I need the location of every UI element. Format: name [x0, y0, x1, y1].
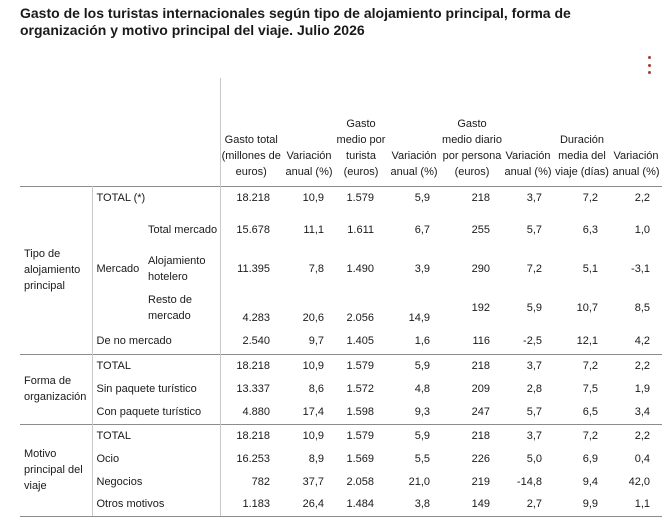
row-label: TOTAL: [92, 424, 220, 447]
cell: 16.253: [236, 452, 270, 465]
table-row: [20, 400, 662, 424]
cell: 1.579: [336, 186, 386, 210]
cell: 2,2: [610, 354, 662, 377]
table-row: [20, 493, 662, 516]
cell: 13.337: [236, 382, 270, 395]
cell: 782: [251, 475, 270, 488]
cell: 5,9: [386, 354, 442, 377]
vertical-ellipsis-icon[interactable]: [645, 56, 653, 74]
cell: 4,2: [634, 334, 650, 347]
cell: 12,1: [576, 334, 598, 347]
cell: 9,7: [308, 334, 324, 347]
cell: 7,2: [554, 354, 610, 377]
cell: 6,3: [582, 224, 598, 236]
header-gasto-medio-turista: Gasto medio por turista (euros): [336, 117, 386, 178]
cell: 17,4: [302, 405, 324, 418]
cell: 1.569: [346, 452, 374, 465]
cell: 18.218: [220, 424, 282, 447]
cell: 5,7: [526, 405, 542, 418]
group-label-mercado: Mercado: [96, 263, 140, 275]
cell: 10,7: [576, 302, 598, 314]
cell: 226: [471, 452, 490, 465]
header-variacion-3: Variación anual (%): [504, 149, 552, 178]
cell: 11.395: [237, 263, 270, 275]
cell: 218: [442, 186, 502, 210]
cell: 5,1: [582, 263, 598, 275]
cell: 2,2: [610, 186, 662, 210]
row-label: Resto de mercado: [144, 288, 220, 328]
cell: 218: [442, 424, 502, 447]
cell: 1,1: [610, 493, 662, 516]
cell: 3,8: [386, 493, 442, 516]
cell: 5,9: [526, 302, 542, 314]
cell: 1,9: [634, 382, 650, 395]
table-row: [20, 424, 662, 447]
cell: 15.678: [236, 224, 270, 236]
cell: 10,9: [282, 354, 336, 377]
cell: 18.218: [220, 186, 282, 210]
cell: 3,7: [502, 354, 554, 377]
cell: 1.405: [346, 334, 374, 347]
row-label: Alojamiento hotelero: [144, 250, 220, 288]
cell: -3,1: [631, 263, 650, 275]
cell: 1.572: [346, 382, 374, 395]
table-row: [20, 186, 662, 210]
table-row: [20, 447, 662, 470]
cell: 7,8: [308, 263, 324, 275]
cell: 11,1: [303, 224, 324, 236]
page-title: Gasto de los turistas internacionales según tipo de alojamiento principal, forma de organización y motivo principal del viaje. Julio 2026: [20, 5, 571, 38]
cell: 3,9: [414, 263, 430, 275]
cell: 9,3: [414, 405, 430, 418]
cell: 14,9: [408, 312, 430, 324]
cell: 1,0: [634, 224, 650, 236]
cell: 3,7: [502, 424, 554, 447]
row-label: Con paquete turístico: [92, 400, 220, 424]
cell: 1.183: [220, 493, 282, 516]
cell: 7,5: [582, 382, 598, 395]
cell: 192: [471, 302, 490, 314]
cell: 4.283: [242, 312, 270, 324]
cell: 116: [472, 334, 490, 347]
cell: 7,2: [526, 263, 542, 275]
row-label: Negocios: [92, 470, 220, 493]
cell: 2.540: [242, 334, 270, 347]
cell: 8,9: [308, 452, 324, 465]
header-gasto-medio-diario: Gasto medio diario por persona (euros): [442, 117, 502, 178]
cell: 2,7: [502, 493, 554, 516]
header-variacion-4: Variación anual (%): [612, 149, 660, 178]
row-label: Total mercado: [144, 210, 220, 250]
cell: 219: [471, 475, 490, 488]
cell: 8,6: [308, 382, 324, 395]
header-variacion-2: Variación anual (%): [390, 149, 438, 178]
cell: 3,7: [502, 186, 554, 210]
row-label: Otros motivos: [92, 493, 220, 516]
cell: 10,9: [282, 424, 336, 447]
cell: 209: [471, 382, 490, 395]
cell: -14,8: [516, 475, 542, 488]
cell: 7,2: [554, 424, 610, 447]
header-gasto-total: Gasto total (millones de euros): [221, 133, 281, 178]
cell: 37,7: [302, 475, 324, 488]
header-variacion-1: Variación anual (%): [285, 149, 333, 178]
cell: 4,8: [414, 382, 430, 395]
cell: 5,9: [386, 424, 442, 447]
row-label: De no mercado: [92, 328, 220, 354]
cell: 0,4: [634, 452, 650, 465]
header-duracion-media: Duración media del viaje (días): [555, 133, 609, 178]
row-label: Ocio: [92, 447, 220, 470]
group-label-organizacion: Forma de organización: [20, 354, 92, 424]
cell: 2,8: [526, 382, 542, 395]
cell: 1,6: [414, 334, 430, 347]
cell: 9,4: [582, 475, 598, 488]
cell: 2,2: [610, 424, 662, 447]
cell: -2,5: [523, 334, 542, 347]
cell: 5,9: [386, 186, 442, 210]
row-label: TOTAL (*): [92, 186, 220, 210]
cell: 18.218: [220, 354, 282, 377]
cell: 255: [471, 224, 490, 236]
table-row: [20, 377, 662, 400]
cell: 1.490: [346, 263, 374, 275]
cell: 6,5: [582, 405, 598, 418]
data-table: [20, 78, 662, 517]
cell: 218: [442, 354, 502, 377]
table-row: [20, 470, 662, 493]
cell: 5,5: [414, 452, 430, 465]
cell: 42,0: [628, 475, 650, 488]
cell: 3,4: [634, 405, 650, 418]
group-label-alojamiento: Tipo de alojamiento principal: [20, 186, 92, 354]
cell: 4.880: [242, 405, 270, 418]
row-label: TOTAL: [92, 354, 220, 377]
cell: 1.611: [347, 224, 374, 236]
cell: 5,0: [526, 452, 542, 465]
cell: 1.484: [336, 493, 386, 516]
cell: 21,0: [408, 475, 430, 488]
cell: 20,6: [302, 312, 324, 324]
cell: 7,2: [554, 186, 610, 210]
cell: 1.579: [336, 424, 386, 447]
cell: 1.579: [336, 354, 386, 377]
cell: 247: [471, 405, 490, 418]
table-row: [20, 210, 662, 250]
cell: 8,5: [634, 302, 650, 314]
cell: 26,4: [282, 493, 336, 516]
cell: 2.058: [346, 475, 374, 488]
cell: 6,9: [582, 452, 598, 465]
cell: 9,9: [554, 493, 610, 516]
cell: 5,7: [526, 224, 542, 236]
cell: 10,9: [282, 186, 336, 210]
group-label-motivo: Motivo principal del viaje: [20, 424, 92, 516]
table-row: [20, 328, 662, 354]
cell: 1.598: [346, 405, 374, 418]
cell: 290: [471, 263, 490, 275]
cell: 6,7: [414, 224, 430, 236]
row-label: Sin paquete turístico: [92, 377, 220, 400]
cell: 2.056: [346, 312, 374, 324]
cell: 149: [442, 493, 502, 516]
table-row: [20, 354, 662, 377]
